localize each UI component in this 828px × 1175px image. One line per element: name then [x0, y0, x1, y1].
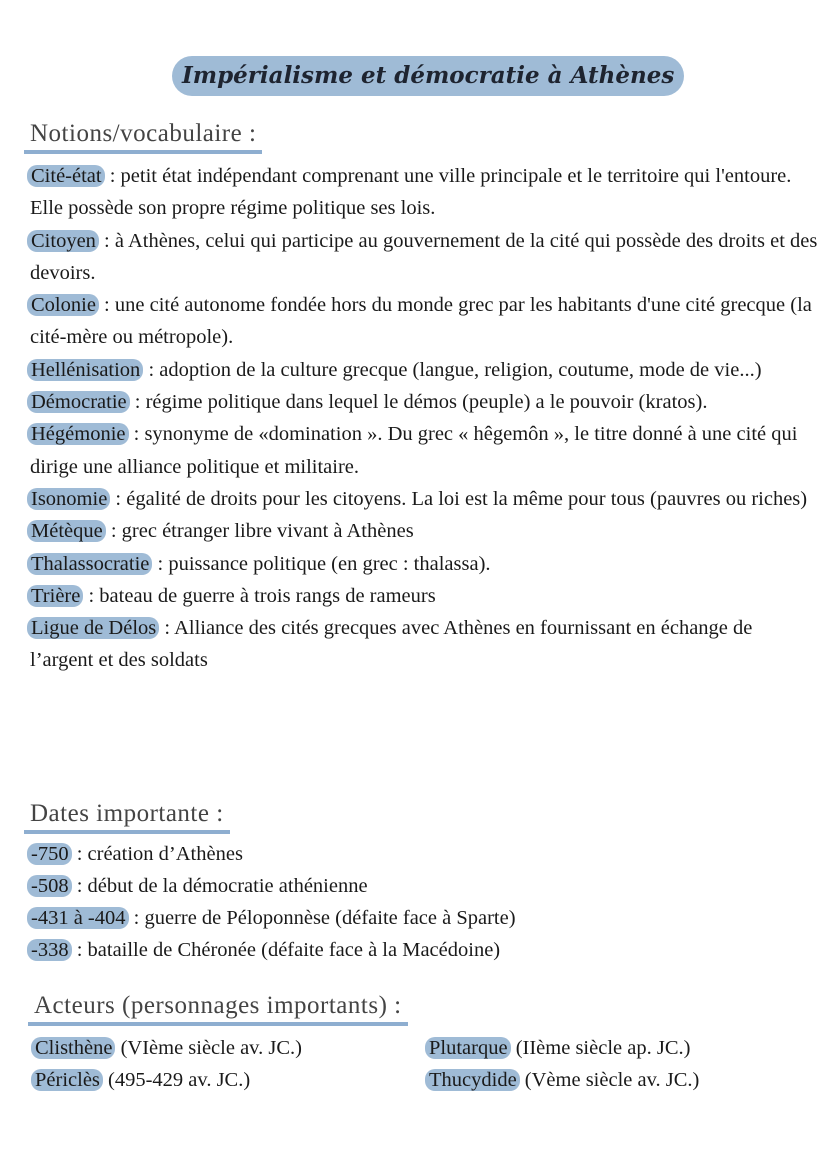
vocab-entry	[30, 483, 820, 515]
vocab-term: Colonie	[27, 294, 99, 316]
vocab-term: Citoyen	[27, 230, 99, 252]
vocab-entry	[30, 548, 820, 580]
vocab-definition: : bateau de guerre à trois rangs de rameurs	[83, 584, 436, 607]
vocab-entry	[30, 515, 820, 547]
date-value: -508	[27, 875, 72, 897]
dates-list	[30, 838, 516, 966]
vocab-definition: : égalité de droits pour les citoyens. La loi est la même pour tous (pauvres ou riches)	[110, 487, 808, 510]
vocab-entry	[30, 354, 820, 386]
vocab-entry	[30, 289, 820, 354]
actors-left-column	[34, 1032, 302, 1096]
vocab-term: Hégémonie	[27, 423, 129, 445]
actor-info: (IIème siècle ap. JC.)	[510, 1037, 691, 1059]
vocab-term: Ligue de Délos	[27, 617, 159, 639]
notions-heading: Notions/vocabulaire :	[24, 120, 262, 154]
actor-info: (VIème siècle av. JC.)	[115, 1037, 302, 1059]
date-entry	[30, 838, 516, 870]
actor-entry	[34, 1032, 302, 1064]
actor-entry	[428, 1032, 699, 1064]
vocab-definition: : puissance politique (en grec : thalassa).	[152, 552, 491, 575]
vocab-definition: : petit état indépendant comprenant une ville principale et le territoire qui l'entoure. Elle possède son propre régime politique ses lois.	[30, 165, 792, 220]
actors-heading: Acteurs (personnages importants) :	[28, 992, 408, 1026]
actor-name: Plutarque	[425, 1037, 511, 1059]
vocab-definition: : une cité autonome fondée hors du monde grec par les habitants d'une cité grecque (la cité-mère ou métropole).	[30, 294, 812, 349]
vocab-term: Métèque	[27, 520, 106, 542]
actors-right-column	[428, 1032, 699, 1096]
vocab-entry	[30, 580, 820, 612]
vocab-term: Trière	[27, 585, 83, 607]
vocab-term: Hellénisation	[27, 359, 143, 381]
date-event: : création d’Athènes	[71, 843, 243, 865]
actor-entry	[34, 1064, 302, 1096]
page-title: Impérialisme et démocratie à Athènes	[172, 56, 684, 96]
date-entry	[30, 870, 516, 902]
vocab-term: Thalassocratie	[27, 553, 152, 575]
date-value: -431 à -404	[27, 907, 129, 929]
actor-info: (495-429 av. JC.)	[102, 1069, 251, 1091]
actor-info: (Vème siècle av. JC.)	[519, 1069, 700, 1091]
vocab-term: Isonomie	[27, 488, 110, 510]
actor-name: Thucydide	[425, 1069, 520, 1091]
date-event: : guerre de Péloponnèse (défaite face à Sparte)	[128, 907, 516, 929]
actor-name: Clisthène	[31, 1037, 115, 1059]
vocab-definition: : adoption de la culture grecque (langue, religion, coutume, mode de vie...)	[143, 358, 762, 381]
vocab-definition: : à Athènes, celui qui participe au gouvernement de la cité qui possède des droits et des devoirs.	[30, 229, 818, 284]
actor-entry	[428, 1064, 699, 1096]
vocab-definition: : synonyme de «domination ». Du grec « hêgemôn », le titre donné à une cité qui dirige une alliance politique et militaire.	[30, 423, 798, 478]
vocab-definition: : grec étranger libre vivant à Athènes	[105, 520, 414, 543]
vocab-definition: : régime politique dans lequel le démos (peuple) a le pouvoir (kratos).	[129, 391, 708, 414]
vocab-entry	[30, 386, 820, 418]
vocab-definition: : Alliance des cités grecques avec Athènes en fournissant en échange de l’argent et des soldats	[30, 617, 753, 672]
date-entry	[30, 934, 516, 966]
date-event: : début de la démocratie athénienne	[71, 875, 368, 897]
vocab-entry	[30, 225, 820, 290]
vocab-entry	[30, 418, 820, 483]
date-event: : bataille de Chéronée (défaite face à la Macédoine)	[71, 939, 501, 961]
vocab-term: Démocratie	[27, 391, 130, 413]
actor-name: Périclès	[31, 1069, 103, 1091]
vocab-term: Cité-état	[27, 165, 105, 187]
date-value: -750	[27, 843, 72, 865]
vocab-entry	[30, 160, 820, 225]
dates-heading: Dates importante :	[24, 800, 230, 834]
vocab-entry	[30, 612, 820, 677]
vocabulary-list	[30, 160, 820, 677]
date-value: -338	[27, 939, 72, 961]
date-entry	[30, 902, 516, 934]
